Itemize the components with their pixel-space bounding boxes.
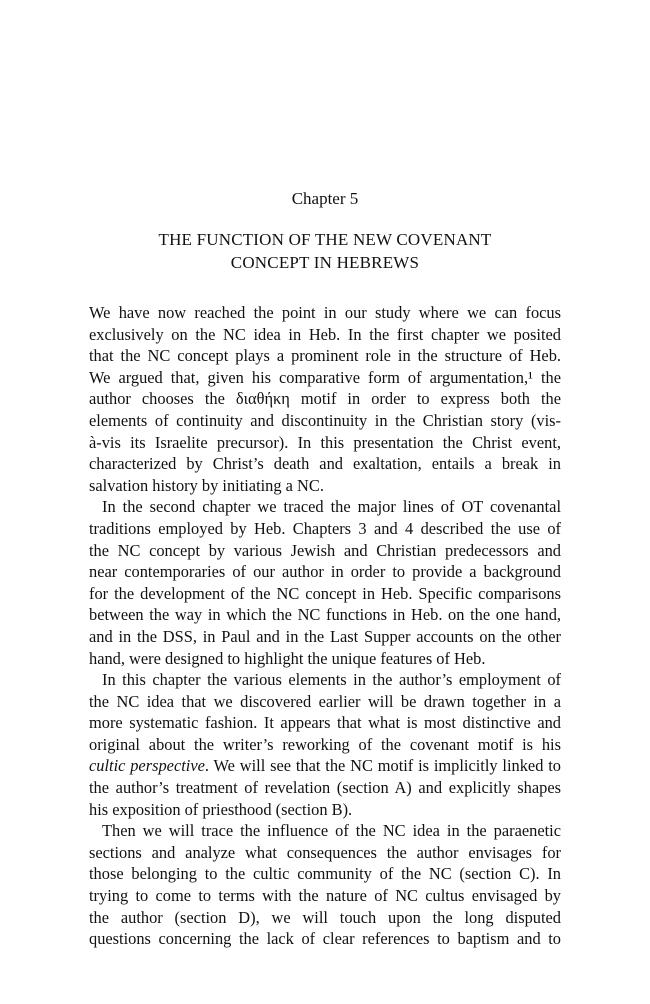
text-line: that the NC concept plays a prominent role in the structure of Heb. (89, 346, 561, 366)
chapter-title-line: THE FUNCTION OF THE NEW COVENANT (158, 230, 492, 249)
text-line: hand, were designed to highlight the unique features of Heb. (89, 648, 486, 668)
text-line: original about the writer’s reworking of the covenant motif is his (89, 734, 561, 754)
text-line-italic (89, 755, 561, 777)
text-line: the NC concept by various Jewish and Christian predecessors and (89, 540, 561, 560)
text-line: In the second chapter we traced the major lines of OT covenantal (102, 497, 561, 517)
text-line: between the way in which the NC functions in Heb. on the one hand, (89, 605, 561, 625)
text-line: the NC idea that we discovered earlier will be drawn together in a (89, 691, 561, 711)
text-line: In this chapter the various elements in the author’s employment of (102, 670, 561, 690)
text-line: and in the DSS, in Paul and in the Last Supper accounts on the other (89, 626, 561, 646)
text-line: near contemporaries of our author in order to provide a background (89, 562, 561, 582)
text-line: characterized by Christ’s death and exaltation, entails a break in (89, 454, 561, 474)
text-line: for the development of the NC concept in Heb. Specific comparisons (89, 583, 561, 603)
italic-phrase: cultic perspective (89, 756, 205, 776)
chapter-number: Chapter 5 (291, 189, 359, 208)
text-line: à-vis its Israelite precursor). In this presentation the Christ event, (89, 432, 561, 452)
text-line: Then we will trace the influence of the NC idea in the paraenetic (102, 821, 561, 841)
text-line: sections and analyze what consequences the author envisages for (89, 842, 561, 862)
text-line: We argued that, given his comparative form of argumentation,¹ the (89, 367, 561, 387)
text-line: the author (section D), we will touch upon the long disputed (89, 907, 561, 927)
text-line: exclusively on the NC idea in Heb. In the first chapter we posited (89, 324, 561, 344)
text-line: trying to come to terms with the nature of NC cultus envisaged by (89, 886, 561, 906)
chapter-title-line: CONCEPT IN HEBREWS (230, 253, 420, 272)
text-line: those belonging to the cultic community of the NC (section C). In (89, 864, 561, 884)
text-fragment: . We will see that the NC motif is implicitly linked to (204, 756, 561, 776)
chapter-title (90, 228, 560, 274)
text-line: questions concerning the lack of clear references to baptism and to (89, 929, 561, 949)
text-line: We have now reached the point in our study where we can focus (89, 303, 561, 322)
text-line: more systematic fashion. It appears that what is most distinctive and (89, 713, 561, 733)
text-line: his exposition of priesthood (section B). (89, 799, 353, 819)
text-line: salvation history by initiating a NC. (89, 475, 324, 495)
text-line: traditions employed by Heb. Chapters 3 and 4 described the use of (89, 518, 561, 538)
text-line: author chooses the διαθήκη motif in order to express both the (89, 389, 561, 409)
text-line: the author’s treatment of revelation (section A) and explicitly shapes (89, 778, 561, 798)
text-line: elements of continuity and discontinuity in the Christian story (vis- (89, 410, 561, 430)
body-text (89, 302, 561, 950)
